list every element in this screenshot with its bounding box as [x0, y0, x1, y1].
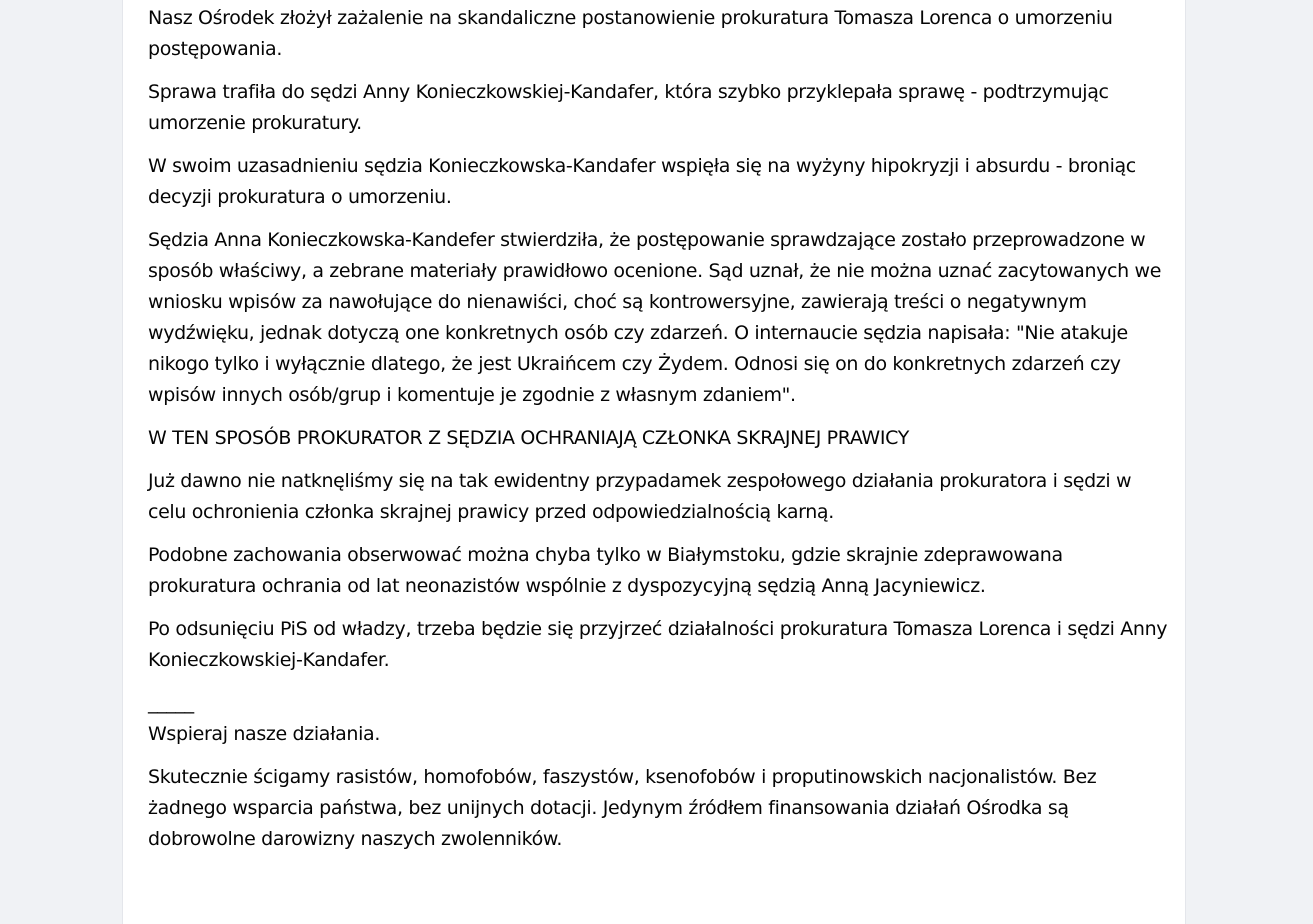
- post-paragraph-caps: W TEN SPOSÓB PROKURATOR Z SĘDZIA OCHRANIAJĄ CZŁONKA SKRAJNEJ PRAWICY: [148, 427, 909, 449]
- post-paragraph: Po odsunięciu PiS od władzy, trzeba będzie się przyjrzeć działalności prokuratura Tomasza Lorenca i sędzi Anny Konieczkowskiej-Kandafer.: [148, 618, 1168, 671]
- post-paragraph: Podobne zachowania obserwować można chyba tylko w Białymstoku, gdzie skrajnie zdeprawowana prokuratura ochrania od lat neonazistów wspólnie z dyspozycyjną sędzią Anną Jacyniewicz.: [148, 544, 1063, 597]
- post-card: [123, 0, 1185, 924]
- support-heading: Wspieraj nasze działania.: [148, 723, 381, 745]
- separator-line: _____: [148, 692, 194, 714]
- post-body: [148, 3, 1168, 867]
- support-text: Skutecznie ścigamy rasistów, homofobów, faszystów, ksenofobów i proputinowskich nacjonalistów. Bez żadnego wsparcia państwa, bez unijnych dotacji. Jedynym źródłem finansowania działań Ośrodka są dobrowolne darowizny naszych zwolenników.: [148, 766, 1097, 850]
- post-paragraph: W swoim uzasadnieniu sędzia Konieczkowska-Kandafer wspięła się na wyżyny hipokryzji i absurdu - broniąc decyzji prokuratura o umorzeniu.: [148, 155, 1136, 208]
- post-paragraph: Sędzia Anna Konieczkowska-Kandefer stwierdziła, że postępowanie sprawdzające zostało przeprowadzone w sposób właściwy, a zebrane materiały prawidłowo ocenione. Sąd uznał, że nie można uznać zacytowanych we wniosku wpisów za nawołujące do nienawiści, choć są kontrowersyjne, zawierają treści o negatywnym wydźwięku, jednak dotyczą one konkretnych osób czy zdarzeń. O internaucie sędzia napisała: "Nie atakuje nikogo tylko i wyłącznie dlatego, że jest Ukraińcem czy Żydem. Odnosi się on do konkretnych zdarzeń czy wpisów innych osób/grup i komentuje je zgodnie z własnym zdaniem".: [148, 229, 1162, 406]
- post-paragraph: Sprawa trafiła do sędzi Anny Konieczkowskiej-Kandafer, która szybko przyklepała sprawę - podtrzymując umorzenie prokuratury.: [148, 81, 1109, 134]
- post-paragraph: Już dawno nie natknęliśmy się na tak ewidentny przypadamek zespołowego działania prokuratora i sędzi w celu ochronienia członka skrajnej prawicy przed odpowiedzialnością karną.: [148, 470, 1132, 523]
- support-section: [148, 688, 1168, 855]
- post-paragraph: Nasz Ośrodek złożył zażalenie na skandaliczne postanowienie prokuratura Tomasza Lorenca o umorzeniu postępowania.: [148, 7, 1113, 60]
